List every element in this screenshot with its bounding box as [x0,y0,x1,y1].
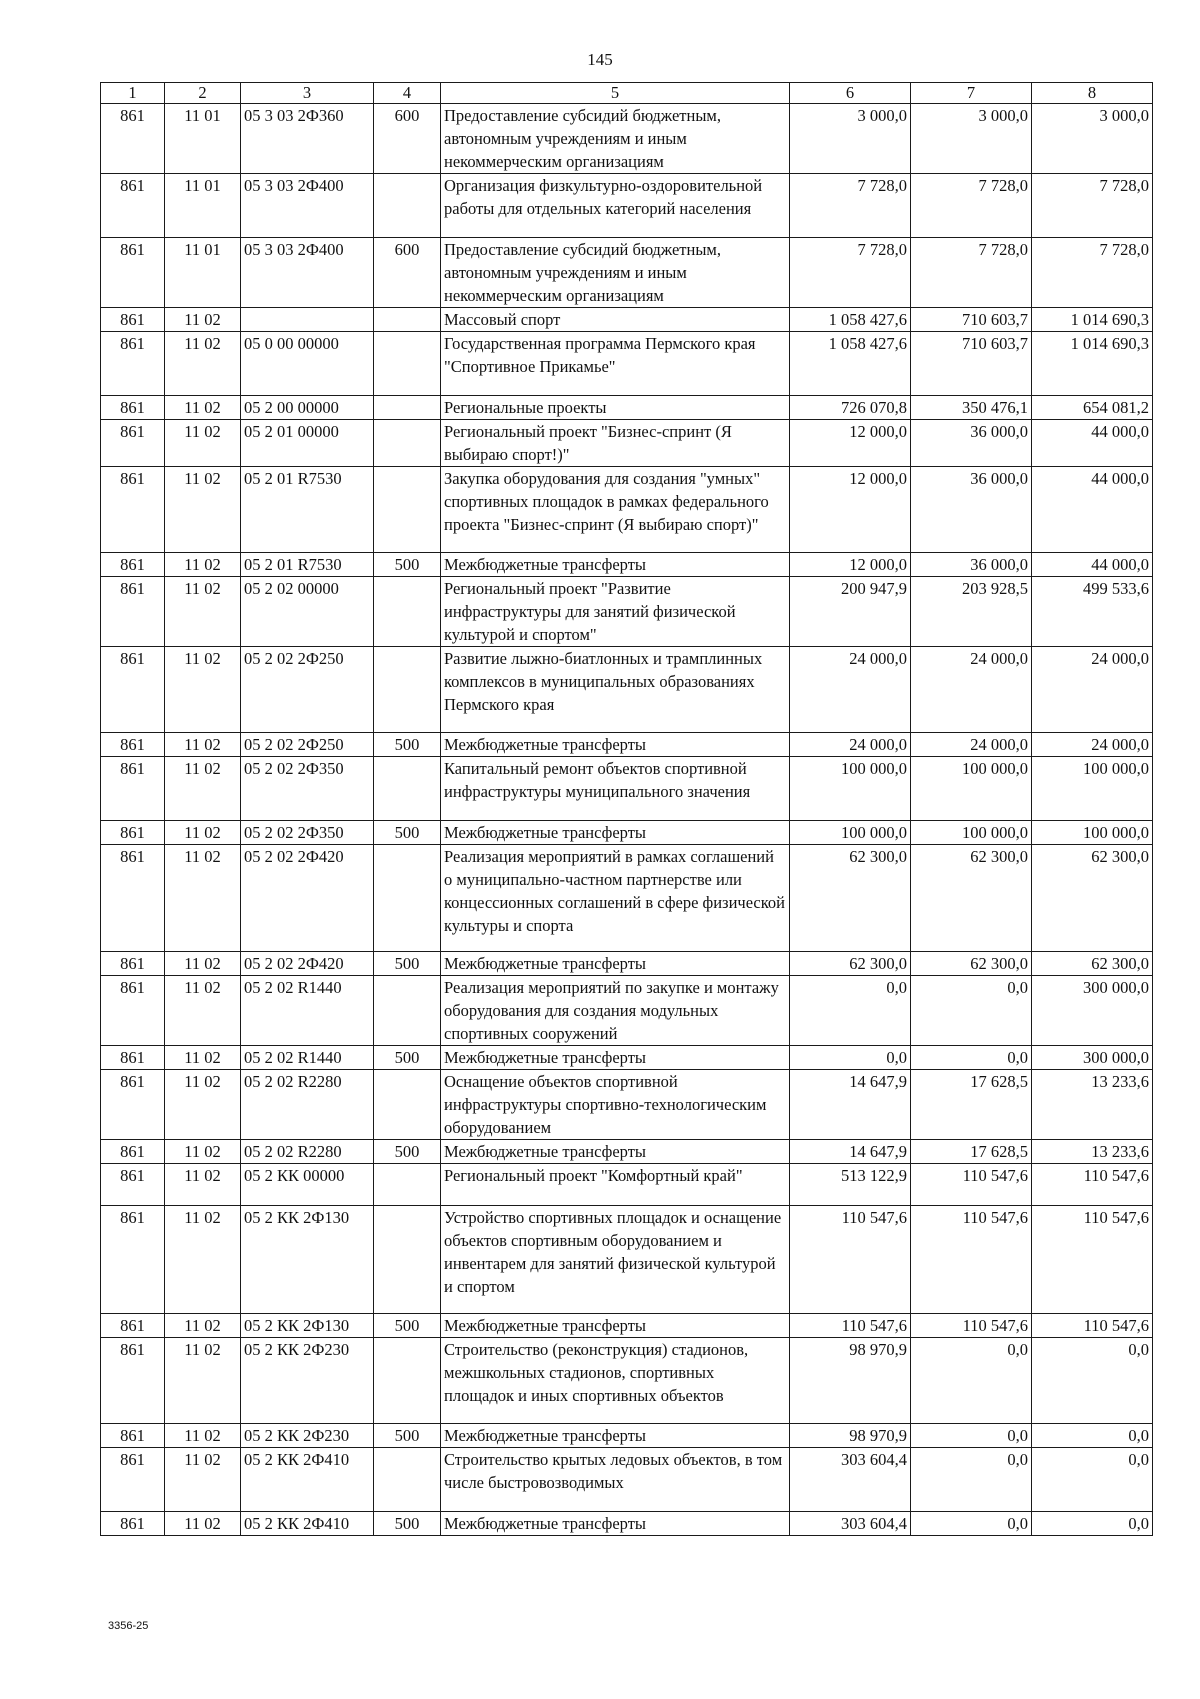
expense-type-cell: 500 [374,1314,441,1338]
table-row [101,104,1153,174]
expense-type-cell [374,308,441,332]
amount-col6-cell: 110 547,6 [790,1206,911,1314]
org-cell: 861 [101,396,165,420]
org-cell: 861 [101,952,165,976]
org-cell: 861 [101,1206,165,1314]
section-cell: 11 02 [165,467,241,553]
amount-col6-cell: 110 547,6 [790,1314,911,1338]
table-row [101,308,1153,332]
expense-type-cell [374,976,441,1046]
budget-table [100,82,1153,1536]
amount-col7-cell: 36 000,0 [911,467,1032,553]
section-cell: 11 02 [165,1070,241,1140]
table-row [101,553,1153,577]
amount-col7-cell: 3 000,0 [911,104,1032,174]
amount-col7-cell: 24 000,0 [911,647,1032,733]
amount-col7-cell: 62 300,0 [911,952,1032,976]
target-code-cell: 05 2 02 2Ф350 [241,821,374,845]
amount-col7-cell: 710 603,7 [911,332,1032,396]
table-row [101,952,1153,976]
section-cell: 11 02 [165,952,241,976]
amount-col6-cell: 62 300,0 [790,845,911,952]
expense-type-cell [374,420,441,467]
table-row [101,1070,1153,1140]
table-row [101,1314,1153,1338]
amount-col6-cell: 14 647,9 [790,1140,911,1164]
section-cell: 11 01 [165,174,241,238]
amount-col6-cell: 7 728,0 [790,174,911,238]
amount-col6-cell: 303 604,4 [790,1512,911,1536]
target-code-cell: 05 3 03 2Ф400 [241,174,374,238]
item-name-cell: Строительство (реконструкция) стадионов, межшкольных стадионов, спортивных площадок и иных спортивных объектов [441,1338,790,1424]
target-code-cell: 05 2 КК 2Ф230 [241,1424,374,1448]
amount-col7-cell: 17 628,5 [911,1140,1032,1164]
amount-col7-cell: 0,0 [911,1512,1032,1536]
section-cell: 11 02 [165,1314,241,1338]
target-code-cell: 05 2 01 R7530 [241,467,374,553]
amount-col7-cell: 36 000,0 [911,420,1032,467]
org-cell: 861 [101,238,165,308]
amount-col8-cell: 0,0 [1032,1338,1153,1424]
target-code-cell: 05 3 03 2Ф360 [241,104,374,174]
amount-col7-cell: 0,0 [911,976,1032,1046]
column-header: 7 [911,83,1032,104]
table-row [101,467,1153,553]
section-cell: 11 02 [165,1338,241,1424]
expense-type-cell: 500 [374,1140,441,1164]
amount-col7-cell: 0,0 [911,1338,1032,1424]
item-name-cell: Региональные проекты [441,396,790,420]
expense-type-cell [374,1338,441,1424]
org-cell: 861 [101,1046,165,1070]
item-name-cell: Реализация мероприятий по закупке и монтажу оборудования для создания модульных спортивных сооружений [441,976,790,1046]
expense-type-cell [374,174,441,238]
amount-col7-cell: 36 000,0 [911,553,1032,577]
target-code-cell [241,308,374,332]
amount-col7-cell: 62 300,0 [911,845,1032,952]
amount-col6-cell: 12 000,0 [790,553,911,577]
expense-type-cell [374,1448,441,1512]
table-row [101,845,1153,952]
amount-col8-cell: 24 000,0 [1032,733,1153,757]
expense-type-cell: 500 [374,553,441,577]
org-cell: 861 [101,332,165,396]
amount-col8-cell: 100 000,0 [1032,821,1153,845]
item-name-cell: Межбюджетные трансферты [441,1046,790,1070]
column-header: 2 [165,83,241,104]
amount-col6-cell: 12 000,0 [790,420,911,467]
amount-col6-cell: 14 647,9 [790,1070,911,1140]
column-header: 1 [101,83,165,104]
section-cell: 11 02 [165,577,241,647]
org-cell: 861 [101,1140,165,1164]
section-cell: 11 02 [165,1140,241,1164]
org-cell: 861 [101,467,165,553]
org-cell: 861 [101,1338,165,1424]
expense-type-cell [374,757,441,821]
item-name-cell: Организация физкультурно-оздоровительной работы для отдельных категорий населения [441,174,790,238]
org-cell: 861 [101,577,165,647]
amount-col8-cell: 0,0 [1032,1424,1153,1448]
amount-col8-cell: 110 547,6 [1032,1164,1153,1206]
amount-col8-cell: 110 547,6 [1032,1314,1153,1338]
amount-col6-cell: 0,0 [790,976,911,1046]
org-cell: 861 [101,1070,165,1140]
target-code-cell: 05 2 02 R2280 [241,1070,374,1140]
expense-type-cell: 600 [374,104,441,174]
org-cell: 861 [101,976,165,1046]
expense-type-cell: 500 [374,1512,441,1536]
amount-col7-cell: 0,0 [911,1046,1032,1070]
column-header: 5 [441,83,790,104]
target-code-cell: 05 2 02 2Ф350 [241,757,374,821]
item-name-cell: Межбюджетные трансферты [441,553,790,577]
item-name-cell: Массовый спорт [441,308,790,332]
header-row [101,83,1153,104]
amount-col8-cell: 499 533,6 [1032,577,1153,647]
table-row [101,420,1153,467]
amount-col8-cell: 24 000,0 [1032,647,1153,733]
expense-type-cell: 500 [374,733,441,757]
section-cell: 11 02 [165,845,241,952]
amount-col8-cell: 100 000,0 [1032,757,1153,821]
amount-col8-cell: 3 000,0 [1032,104,1153,174]
item-name-cell: Межбюджетные трансферты [441,1512,790,1536]
amount-col6-cell: 100 000,0 [790,821,911,845]
section-cell: 11 02 [165,308,241,332]
org-cell: 861 [101,1164,165,1206]
section-cell: 11 02 [165,1206,241,1314]
item-name-cell: Реализация мероприятий в рамках соглашений о муниципально-частном партнерстве или концессионных соглашений в сфере физической культуры и спорта [441,845,790,952]
document-id: 3356-25 [108,1620,149,1632]
table-body [101,104,1153,1536]
page-number: 145 [587,50,613,69]
table-row [101,733,1153,757]
item-name-cell: Закупка оборудования для создания "умных" спортивных площадок в рамках федерального проекта "Бизнес-спринт (Я выбираю спорт)" [441,467,790,553]
expense-type-cell: 500 [374,1046,441,1070]
table-row [101,757,1153,821]
org-cell: 861 [101,647,165,733]
amount-col6-cell: 513 122,9 [790,1164,911,1206]
table-row [101,1338,1153,1424]
amount-col8-cell: 1 014 690,3 [1032,332,1153,396]
org-cell: 861 [101,308,165,332]
section-cell: 11 02 [165,647,241,733]
expense-type-cell: 600 [374,238,441,308]
expense-type-cell [374,845,441,952]
expense-type-cell [374,1164,441,1206]
section-cell: 11 02 [165,757,241,821]
org-cell: 861 [101,1314,165,1338]
org-cell: 861 [101,1512,165,1536]
amount-col7-cell: 7 728,0 [911,174,1032,238]
amount-col7-cell: 100 000,0 [911,757,1032,821]
amount-col8-cell: 300 000,0 [1032,1046,1153,1070]
org-cell: 861 [101,1424,165,1448]
expense-type-cell [374,647,441,733]
section-cell: 11 02 [165,1424,241,1448]
item-name-cell: Устройство спортивных площадок и оснащение объектов спортивным оборудованием и инвентарем для занятий физической культурой и спортом [441,1206,790,1314]
amount-col6-cell: 7 728,0 [790,238,911,308]
amount-col7-cell: 203 928,5 [911,577,1032,647]
amount-col8-cell: 62 300,0 [1032,845,1153,952]
amount-col6-cell: 1 058 427,6 [790,332,911,396]
org-cell: 861 [101,845,165,952]
table-row [101,1140,1153,1164]
column-header: 4 [374,83,441,104]
target-code-cell: 05 2 01 R7530 [241,553,374,577]
target-code-cell: 05 2 02 R2280 [241,1140,374,1164]
amount-col8-cell: 13 233,6 [1032,1070,1153,1140]
expense-type-cell: 500 [374,952,441,976]
org-cell: 861 [101,553,165,577]
section-cell: 11 02 [165,1164,241,1206]
item-name-cell: Межбюджетные трансферты [441,952,790,976]
item-name-cell: Межбюджетные трансферты [441,1314,790,1338]
expense-type-cell [374,396,441,420]
expense-type-cell [374,1206,441,1314]
table-row [101,396,1153,420]
amount-col8-cell: 7 728,0 [1032,238,1153,308]
target-code-cell: 05 2 КК 2Ф230 [241,1338,374,1424]
amount-col8-cell: 44 000,0 [1032,420,1153,467]
amount-col6-cell: 1 058 427,6 [790,308,911,332]
amount-col6-cell: 62 300,0 [790,952,911,976]
target-code-cell: 05 2 02 2Ф420 [241,845,374,952]
amount-col7-cell: 17 628,5 [911,1070,1032,1140]
expense-type-cell: 500 [374,1424,441,1448]
expense-type-cell [374,467,441,553]
table-row [101,647,1153,733]
table-row [101,1206,1153,1314]
section-cell: 11 02 [165,1512,241,1536]
section-cell: 11 02 [165,733,241,757]
amount-col8-cell: 7 728,0 [1032,174,1153,238]
expense-type-cell [374,332,441,396]
table-row [101,174,1153,238]
expense-type-cell: 500 [374,821,441,845]
amount-col8-cell: 44 000,0 [1032,553,1153,577]
target-code-cell: 05 2 02 R1440 [241,976,374,1046]
amount-col8-cell: 62 300,0 [1032,952,1153,976]
item-name-cell: Региональный проект "Комфортный край" [441,1164,790,1206]
amount-col7-cell: 7 728,0 [911,238,1032,308]
table-row [101,332,1153,396]
amount-col6-cell: 98 970,9 [790,1338,911,1424]
item-name-cell: Государственная программа Пермского края "Спортивное Прикамье" [441,332,790,396]
amount-col6-cell: 3 000,0 [790,104,911,174]
target-code-cell: 05 2 00 00000 [241,396,374,420]
amount-col8-cell: 13 233,6 [1032,1140,1153,1164]
amount-col7-cell: 350 476,1 [911,396,1032,420]
expense-type-cell [374,577,441,647]
amount-col6-cell: 0,0 [790,1046,911,1070]
table-row [101,976,1153,1046]
item-name-cell: Строительство крытых ледовых объектов, в том числе быстровозводимых [441,1448,790,1512]
item-name-cell: Предоставление субсидий бюджетным, автономным учреждениям и иным некоммерческим организациям [441,238,790,308]
target-code-cell: 05 2 02 2Ф250 [241,733,374,757]
item-name-cell: Капитальный ремонт объектов спортивной инфраструктуры муниципального значения [441,757,790,821]
amount-col7-cell: 0,0 [911,1424,1032,1448]
table-row [101,1424,1153,1448]
amount-col7-cell: 710 603,7 [911,308,1032,332]
amount-col7-cell: 24 000,0 [911,733,1032,757]
amount-col7-cell: 110 547,6 [911,1206,1032,1314]
amount-col8-cell: 0,0 [1032,1512,1153,1536]
target-code-cell: 05 2 КК 2Ф130 [241,1206,374,1314]
table-row [101,577,1153,647]
amount-col6-cell: 98 970,9 [790,1424,911,1448]
section-cell: 11 02 [165,553,241,577]
amount-col8-cell: 110 547,6 [1032,1206,1153,1314]
amount-col8-cell: 1 014 690,3 [1032,308,1153,332]
amount-col8-cell: 44 000,0 [1032,467,1153,553]
section-cell: 11 01 [165,238,241,308]
amount-col6-cell: 200 947,9 [790,577,911,647]
section-cell: 11 02 [165,332,241,396]
amount-col6-cell: 24 000,0 [790,733,911,757]
table-row [101,821,1153,845]
item-name-cell: Оснащение объектов спортивной инфраструктуры спортивно-технологическим оборудованием [441,1070,790,1140]
item-name-cell: Региональный проект "Бизнес-спринт (Я выбираю спорт!)" [441,420,790,467]
section-cell: 11 02 [165,1448,241,1512]
amount-col7-cell: 110 547,6 [911,1164,1032,1206]
amount-col8-cell: 0,0 [1032,1448,1153,1512]
column-header: 3 [241,83,374,104]
target-code-cell: 05 2 КК 2Ф130 [241,1314,374,1338]
org-cell: 861 [101,1448,165,1512]
target-code-cell: 05 3 03 2Ф400 [241,238,374,308]
table-row [101,1164,1153,1206]
amount-col7-cell: 110 547,6 [911,1314,1032,1338]
amount-col6-cell: 100 000,0 [790,757,911,821]
amount-col8-cell: 654 081,2 [1032,396,1153,420]
item-name-cell: Предоставление субсидий бюджетным, автономным учреждениям и иным некоммерческим организациям [441,104,790,174]
amount-col7-cell: 0,0 [911,1448,1032,1512]
org-cell: 861 [101,104,165,174]
amount-col6-cell: 12 000,0 [790,467,911,553]
item-name-cell: Межбюджетные трансферты [441,733,790,757]
table-row [101,1448,1153,1512]
org-cell: 861 [101,733,165,757]
org-cell: 861 [101,420,165,467]
section-cell: 11 02 [165,396,241,420]
target-code-cell: 05 2 КК 2Ф410 [241,1512,374,1536]
target-code-cell: 05 2 02 2Ф420 [241,952,374,976]
org-cell: 861 [101,757,165,821]
expense-type-cell [374,1070,441,1140]
table-row [101,1046,1153,1070]
section-cell: 11 02 [165,420,241,467]
table-row [101,238,1153,308]
target-code-cell: 05 2 КК 00000 [241,1164,374,1206]
org-cell: 861 [101,174,165,238]
target-code-cell: 05 0 00 00000 [241,332,374,396]
item-name-cell: Межбюджетные трансферты [441,1424,790,1448]
section-cell: 11 01 [165,104,241,174]
amount-col8-cell: 300 000,0 [1032,976,1153,1046]
item-name-cell: Развитие лыжно-биатлонных и трамплинных комплексов в муниципальных образованиях Пермского края [441,647,790,733]
section-cell: 11 02 [165,1046,241,1070]
column-header: 8 [1032,83,1153,104]
target-code-cell: 05 2 02 2Ф250 [241,647,374,733]
amount-col6-cell: 303 604,4 [790,1448,911,1512]
section-cell: 11 02 [165,821,241,845]
section-cell: 11 02 [165,976,241,1046]
table-row [101,1512,1153,1536]
column-header: 6 [790,83,911,104]
amount-col7-cell: 100 000,0 [911,821,1032,845]
target-code-cell: 05 2 02 00000 [241,577,374,647]
item-name-cell: Межбюджетные трансферты [441,821,790,845]
org-cell: 861 [101,821,165,845]
amount-col6-cell: 24 000,0 [790,647,911,733]
item-name-cell: Межбюджетные трансферты [441,1140,790,1164]
target-code-cell: 05 2 01 00000 [241,420,374,467]
target-code-cell: 05 2 02 R1440 [241,1046,374,1070]
amount-col6-cell: 726 070,8 [790,396,911,420]
target-code-cell: 05 2 КК 2Ф410 [241,1448,374,1512]
item-name-cell: Региональный проект "Развитие инфраструктуры для занятий физической культурой и спортом" [441,577,790,647]
